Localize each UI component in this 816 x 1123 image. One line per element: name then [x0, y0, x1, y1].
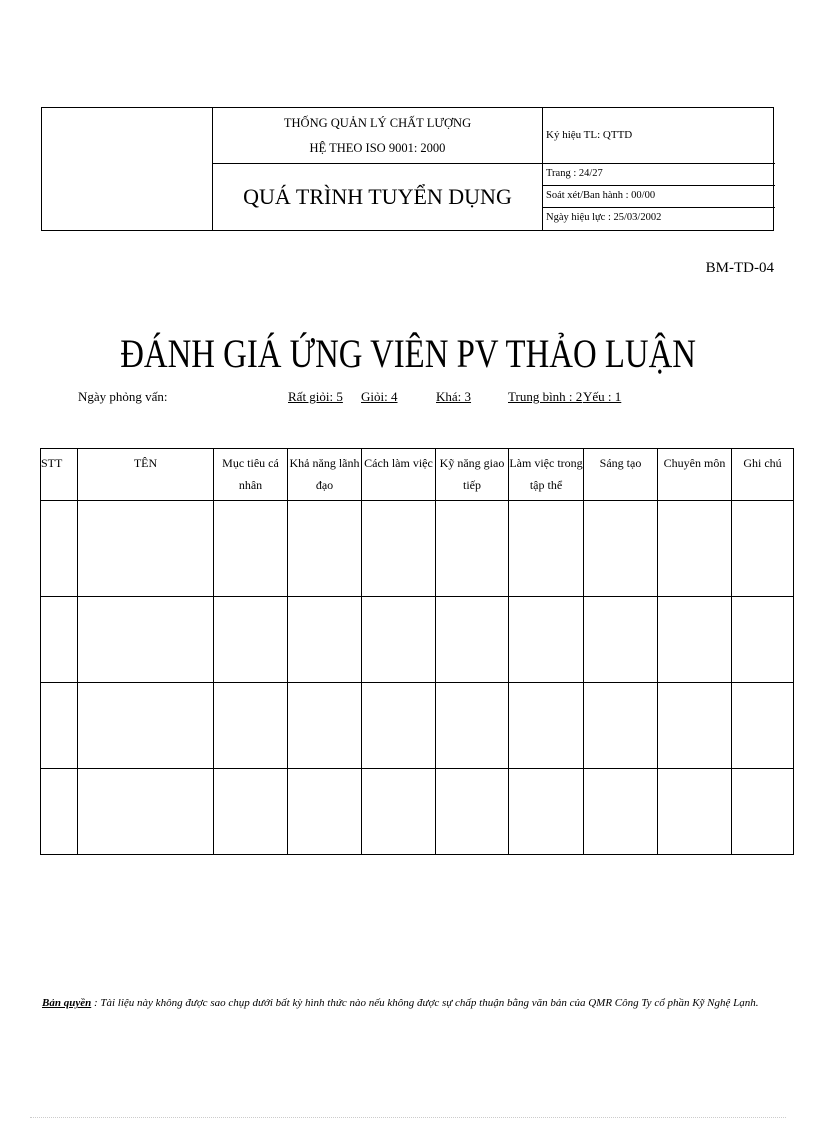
cell[interactable] — [214, 769, 288, 855]
table-row — [41, 769, 794, 855]
scale-average: Trung bình : 2 — [508, 389, 583, 404]
copyright-label: Bản quyền — [42, 997, 92, 1009]
col-header-creativity: Sáng tạo — [584, 449, 658, 501]
col-header-name: TÊN — [78, 449, 214, 501]
table-header-row — [41, 449, 794, 501]
cell[interactable] — [436, 501, 509, 597]
table-row — [41, 683, 794, 769]
doc-code-cell — [543, 108, 775, 164]
revision: Soát xét/Ban hành : 00/00 — [546, 190, 656, 201]
cell[interactable] — [288, 501, 362, 597]
cell[interactable] — [658, 683, 732, 769]
cell[interactable] — [732, 597, 794, 683]
cell[interactable] — [78, 597, 214, 683]
cell[interactable] — [584, 683, 658, 769]
form-code: BM-TD-04 — [705, 260, 774, 276]
cell[interactable] — [436, 769, 509, 855]
cell[interactable] — [288, 597, 362, 683]
cell[interactable] — [362, 597, 436, 683]
process-title: QUÁ TRÌNH TUYỂN DỤNG — [243, 184, 512, 209]
system-cell — [213, 108, 543, 164]
doc-code: Ký hiệu TL: QTTD — [546, 129, 633, 141]
cell[interactable] — [214, 683, 288, 769]
cell[interactable] — [78, 769, 214, 855]
table-row — [41, 501, 794, 597]
page-number: Trang : 24/27 — [546, 168, 603, 179]
cell[interactable] — [732, 683, 794, 769]
col-header-stt: STT — [41, 449, 78, 501]
cell[interactable] — [41, 769, 78, 855]
scale-fair: Khá: 3 — [436, 389, 472, 404]
cell[interactable] — [214, 501, 288, 597]
cell[interactable] — [509, 597, 584, 683]
cell[interactable] — [509, 501, 584, 597]
cell[interactable] — [78, 683, 214, 769]
page-title-text: ĐÁNH GIÁ ỨNG VIÊN PV THẢO LUẬN — [120, 331, 696, 376]
copyright-notice — [42, 997, 759, 1009]
col-header-teamwork: Làm việc trong tập thể — [509, 449, 584, 501]
cell[interactable] — [584, 597, 658, 683]
cell[interactable] — [732, 501, 794, 597]
cell[interactable] — [214, 597, 288, 683]
col-header-leadership: Khả năng lãnh đạo — [288, 449, 362, 501]
col-header-communication: Kỹ năng giao tiếp — [436, 449, 509, 501]
scale-weak: Yếu : 1 — [583, 389, 622, 404]
cell[interactable] — [732, 769, 794, 855]
effective-date: Ngày hiệu lực : 25/03/2002 — [546, 212, 662, 223]
table-row — [41, 597, 794, 683]
page-cell — [543, 164, 775, 186]
system-line-2: HỆ THEO ISO 9001: 2000 — [309, 141, 446, 155]
scale-good: Giỏi: 4 — [361, 389, 398, 404]
col-header-work-style: Cách làm việc — [362, 449, 436, 501]
system-line-1: THỐNG QUẢN LÝ CHẤT LƯỢNG — [283, 116, 472, 130]
col-header-notes: Ghi chú — [732, 449, 794, 501]
cell[interactable] — [41, 683, 78, 769]
logo-cell — [42, 108, 213, 230]
cell[interactable] — [658, 769, 732, 855]
cell[interactable] — [78, 501, 214, 597]
scale-excellent: Rất giỏi: 5 — [288, 389, 343, 404]
col-header-expertise: Chuyên môn — [658, 449, 732, 501]
cell[interactable] — [436, 597, 509, 683]
col-header-personal-goals: Mục tiêu cá nhân — [214, 449, 288, 501]
revision-cell — [543, 186, 775, 208]
cell[interactable] — [362, 501, 436, 597]
cell[interactable] — [509, 769, 584, 855]
effective-date-cell — [543, 208, 775, 229]
page-title — [0, 330, 816, 377]
cell[interactable] — [41, 597, 78, 683]
cell[interactable] — [509, 683, 584, 769]
evaluation-table — [40, 448, 794, 855]
cell[interactable] — [658, 501, 732, 597]
cell[interactable] — [436, 683, 509, 769]
cell[interactable] — [288, 769, 362, 855]
document-header — [41, 107, 774, 231]
process-cell — [213, 164, 543, 230]
cell[interactable] — [41, 501, 78, 597]
copyright-text: : Tài liệu này không được sao chụp dưới bất kỳ hình thức nào nếu không được sự chấp thuận bằng văn bản của QMR Công Ty cổ phần Kỹ Nghệ Lạnh. — [91, 997, 759, 1009]
cell[interactable] — [584, 769, 658, 855]
interview-date-label: Ngày phỏng vấn: — [78, 389, 168, 404]
cell[interactable] — [658, 597, 732, 683]
cell[interactable] — [362, 683, 436, 769]
cell[interactable] — [362, 769, 436, 855]
page-bottom-divider — [30, 1117, 786, 1118]
cell[interactable] — [584, 501, 658, 597]
cell[interactable] — [288, 683, 362, 769]
